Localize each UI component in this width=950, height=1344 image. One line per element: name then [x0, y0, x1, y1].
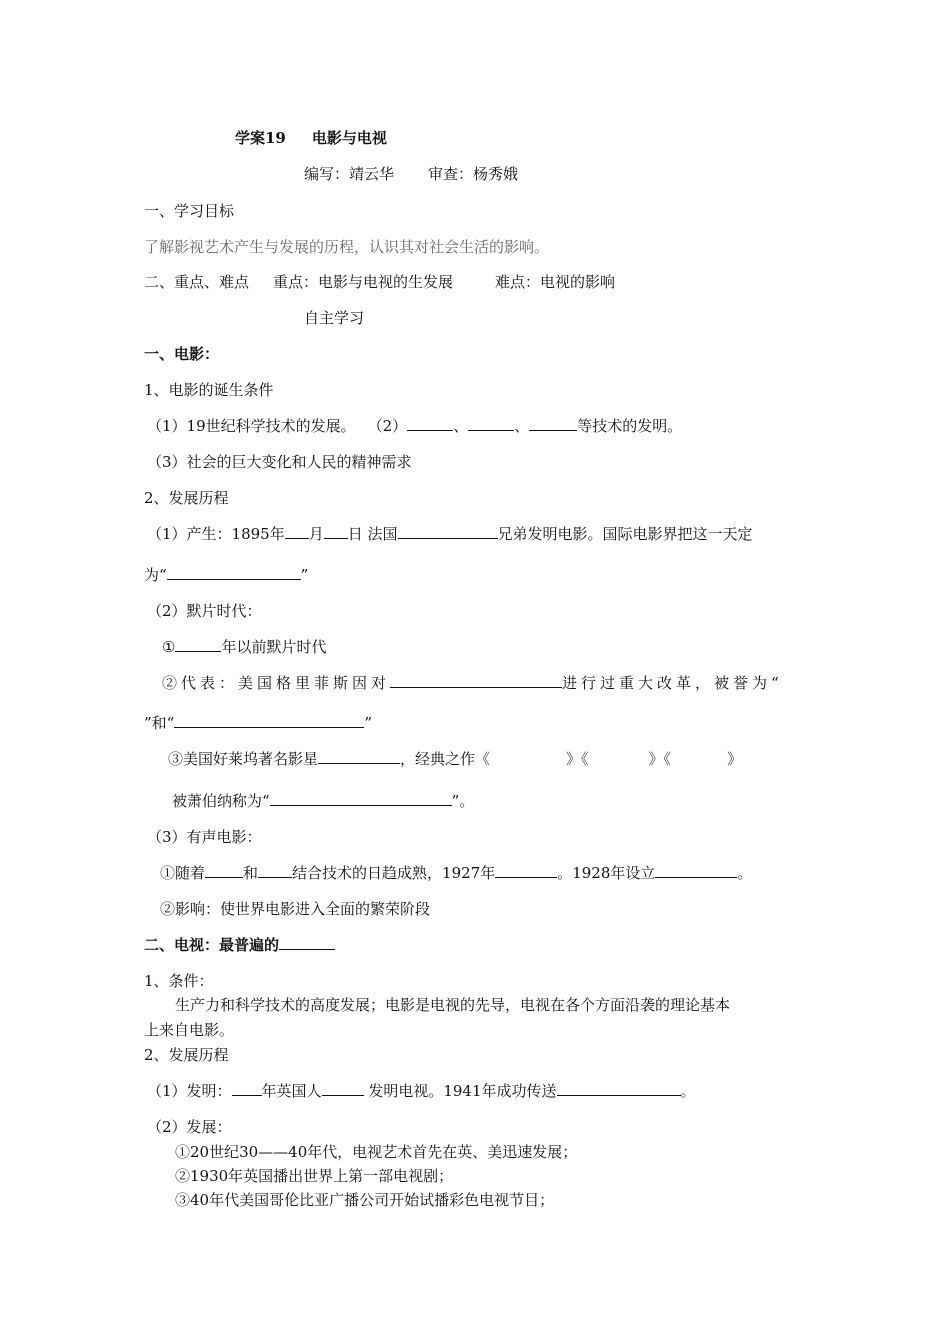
blank-field[interactable]: [390, 673, 562, 688]
self-study-heading: 自主学习: [304, 309, 365, 327]
film-heading: 一、电影：: [144, 345, 220, 363]
silent-item-3-cont: [172, 791, 474, 811]
origin-text: 月: [308, 525, 324, 543]
film-dev-heading: 2、发展历程: [144, 489, 229, 507]
item-text: ③美国好莱坞著名影星: [168, 750, 319, 768]
item-marker: ①: [162, 638, 176, 656]
sound-item-2: ②影响：使世界电影进入全面的繁荣阶段: [160, 900, 431, 918]
section-goals-text: 了解影视艺术产生与发展的历程，认识其对社会生活的影响。: [144, 238, 550, 256]
blank-field[interactable]: [205, 863, 243, 878]
lesson-topic: 电影与电视: [311, 129, 387, 147]
blank-field[interactable]: [322, 1081, 364, 1096]
origin-text: （1）产生：1895年: [147, 525, 285, 543]
section-focus-line: [144, 272, 615, 292]
blank-field[interactable]: [167, 565, 301, 580]
film-birth-heading: 1、电影的诞生条件: [144, 381, 274, 399]
sound-item-1: [160, 863, 752, 883]
key-point: 重点：电影与电视的生发展: [273, 273, 454, 291]
item-text: 结合技术的日趋成熟，1927年: [292, 864, 496, 882]
silent-item-1: [162, 637, 326, 657]
blank-field[interactable]: [175, 637, 221, 652]
item-text: 。1928年设立: [557, 864, 656, 882]
blank-field[interactable]: [318, 749, 400, 764]
item-text: 》《: [566, 750, 589, 768]
sound-heading: （3）有声电影：: [147, 828, 262, 846]
tv-growth-item-1: ①20世纪30——40年代，电视艺术首先在英、美迅速发展；: [175, 1143, 578, 1161]
blank-field[interactable]: [285, 524, 309, 539]
blank-field[interactable]: [258, 863, 292, 878]
blank-field[interactable]: [398, 524, 498, 539]
origin-text: 日 法国: [347, 525, 398, 543]
tv-condition-text-2: 上来自电影。: [144, 1021, 235, 1039]
section-goals-heading: 一、学习目标: [144, 202, 235, 220]
blank-field[interactable]: [557, 1081, 681, 1096]
tv-growth-heading: （2）发展：: [147, 1118, 232, 1136]
item-text: 年以前默片时代: [221, 638, 327, 656]
item-text: （1）发明：: [147, 1082, 232, 1100]
tv-growth-item-2: ②1930年英国播出世界上第一部电视剧；: [175, 1167, 454, 1185]
item-text: 。: [737, 864, 753, 882]
item-text: ②代表：美国格里菲斯因对: [162, 674, 391, 692]
blank-field[interactable]: [655, 863, 737, 878]
condition-2-label: （2）: [367, 417, 408, 435]
blank-field[interactable]: [495, 863, 557, 878]
authors-line: [304, 164, 518, 184]
blank-field[interactable]: [270, 791, 452, 806]
tv-dev-heading: 2、发展历程: [144, 1046, 229, 1064]
film-condition-1-2: [147, 416, 682, 436]
item-text: 年英国人: [261, 1082, 322, 1100]
tv-condition-text-1: 生产力和科学技术的高度发展；电影是电视的先导，电视在各个方面沿袭的理论基本: [175, 996, 731, 1014]
film-origin-line-2: [144, 565, 308, 585]
item-text: 进行过重大改革，被誉为“: [562, 674, 783, 692]
blank-field[interactable]: [324, 524, 348, 539]
origin-text: 为“: [144, 566, 167, 584]
blank-field[interactable]: [407, 416, 453, 431]
hard-point: 难点：电视的影响: [495, 273, 616, 291]
film-origin-line: [147, 524, 753, 544]
silent-item-2-cont: [144, 713, 372, 733]
tv-condition-heading: 1、条件：: [144, 972, 214, 990]
tv-growth-item-3: ③40年代美国哥伦比亚广播公司开始试播彩色电视节目；: [175, 1191, 555, 1209]
origin-text: ”: [300, 566, 309, 584]
silent-item-3: [168, 749, 742, 769]
lesson-label: 学案19: [235, 129, 286, 147]
item-text: ①随着: [160, 864, 206, 882]
tv-invention-line: [147, 1081, 696, 1101]
writer: 编写：靖云华: [304, 165, 395, 183]
item-text: 》: [727, 750, 743, 768]
reviewer: 审查：杨秀娥: [428, 165, 519, 183]
condition-1: （1）19世纪科学技术的发展。: [147, 417, 356, 435]
tv-heading: [144, 935, 335, 955]
blank-field[interactable]: [279, 935, 335, 950]
focus-heading: 二、重点、难点: [144, 273, 250, 291]
item-text: 发明电视。1941年成功传送: [363, 1082, 557, 1100]
origin-text: 兄弟发明电影。国际电影界把这一天定: [497, 525, 753, 543]
item-text: ”和“: [144, 714, 175, 732]
condition-2-text: 等技术的发明。: [577, 417, 683, 435]
separator: 、: [453, 417, 469, 435]
separator: 、: [514, 417, 530, 435]
silent-item-2: [162, 673, 783, 693]
blank-field[interactable]: [468, 416, 514, 431]
item-text: 被萧伯纳称为“: [172, 792, 270, 810]
item-text: ”: [364, 714, 373, 732]
blank-field[interactable]: [529, 416, 577, 431]
item-text: 》《: [648, 750, 672, 768]
item-text: ，经典之作《: [400, 750, 491, 768]
tv-heading-text: 二、电视：最普遍的: [144, 936, 280, 954]
item-text: ”。: [451, 792, 475, 810]
blank-field[interactable]: [174, 713, 364, 728]
item-text: 。: [680, 1082, 696, 1100]
silent-heading: （2）默片时代：: [147, 602, 262, 620]
blank-field[interactable]: [232, 1081, 262, 1096]
page-title: [235, 128, 387, 148]
item-text: 和: [243, 864, 259, 882]
film-condition-3: （3）社会的巨大变化和人民的精神需求: [147, 453, 412, 471]
